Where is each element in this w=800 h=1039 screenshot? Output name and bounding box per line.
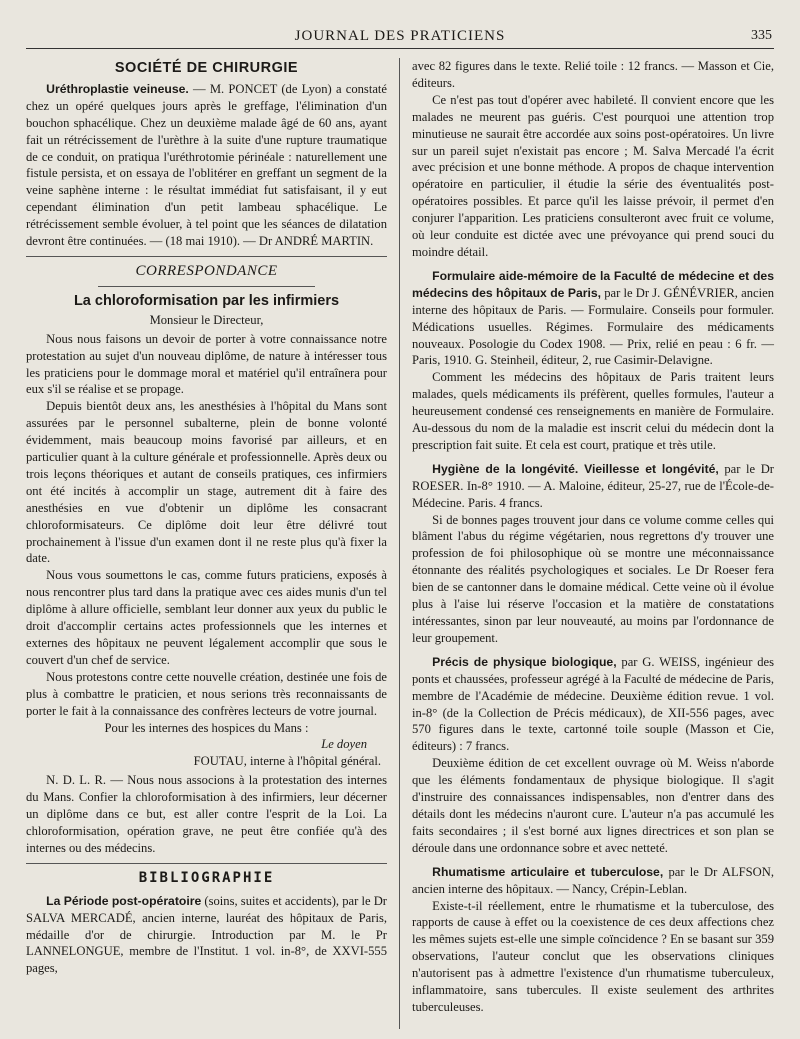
book-title: Hygiène de la longévité. Vieillesse et longévité, — [432, 461, 719, 476]
right-column — [400, 58, 774, 1029]
journal-title: JOURNAL DES PRATICIENS — [294, 28, 506, 44]
book-title: Rhumatisme articulaire et tuberculose, — [432, 864, 664, 879]
book-entry — [412, 461, 774, 512]
columns — [26, 58, 774, 1029]
book-entry — [412, 268, 774, 369]
section-title-chirurgie: SOCIÉTÉ DE CHIRURGIE — [114, 60, 299, 76]
chirurgie-text: — M. PONCET (de Lyon) a constaté chez un opéré quelques jours après le greffage, l'élimination d'un bouchon sphacélique. Chez un deuxième malade âgé de 60 ans, ayant fait un rétrécissement de l'urèthre à la suite d'une rupture traumatique de ce conduit, on pratiqua l'uréthrotomie périnéale : naturellement une fistule persista, et on essaya de l'oblitérer en greffant un segment de la veine saphène interne : le résultat immédiat fut satisfaisant, il y eut cependant élimination d'un petit lambeau sphacélique. Le rétrécissement semble évoluer, à tel point que les séances de dilatation devront être continuées. — (18 mai 1910). — Dr ANDRÉ MARTIN. — [26, 81, 388, 249]
book-details: par le Dr J. GÉNÉVRIER, ancien interne des hôpitaux de Paris. — Formulaire. Conseils pour formuler. Médications usuelles. Régimes. Formulaire des médicaments nouveaux. Posologie du Codex 1908. — Prix, relié en peau : 6 fr. — Paris, 1910. G. Steinheil, éditeur, 2, rue Casimir-Delavigne. — [412, 285, 774, 368]
editor-note: N. D. L. R. — Nous nous associons à la protestation des internes du Mans. Confier la chloroformisation à des infirmiers, leur décerner un diplôme dans ce but, est aller contre l'esprit de la Loi. La chloroformisation, opération grave, ne peut être confiée qu'à des internes ou des médecins. — [26, 773, 387, 855]
book-review: Existe-t-il réellement, entre le rhumatisme et la tuberculose, des rapports de cause à effet ou la coexistence de ces deux affections chez les mêmes sujets est-elle une simple coïncidence ? En se basant sur 359 observations, l'auteur conclut que les observations cliniques n'autorisent pas à admettre l'existence d'un rhumatisme tuberculeux, inflammatoire, sans tubercules. Il existe seulement des arthrites tuberculeuses. — [412, 898, 774, 1014]
book-title: Formulaire aide-mémoire de la Faculté de médecine et des médecins des hôpitaux de Paris, — [412, 268, 774, 300]
letter-paragraph: Depuis bientôt deux ans, les anesthésies à l'hôpital du Mans sont assurées par le personnel subalterne, plein de bonne volonté évidemment, mais beaucoup moins favorisé par ailleurs, et en particulier quant à la culture générale et professionnelle. Après deux ou trois leçons théoriques et autant de conseils pratiques, ces infirmiers ont été incités à accomplir un stage, autrement dit à faire des anesthésies en vue d'obtenir un diplôme les consacrant chloroformisateurs. Ce diplôme doit leur être délivré tout prochainement à l'issue d'un examen dont il ne reste plus qu'à fixer la date. — [26, 399, 387, 566]
book-entry — [412, 864, 774, 898]
letter-paragraph: Nous nous faisons un devoir de porter à votre connaissance notre protestation au sujet d'un nouveau diplôme, de nature à intéresser tous les praticiens pour le dommage moral et matériel qu'il entraînera pour eux s'il se réalise et se propage. — [26, 331, 387, 397]
divider — [98, 286, 315, 287]
signature-line: FOUTAU, interne à l'hôpital général. — [193, 754, 381, 769]
salutation: Monsieur le Directeur, — [149, 312, 264, 327]
chirurgie-lead: Uréthroplastie veineuse. — [46, 81, 189, 96]
book-details: (soins, suites et accidents), par le Dr SALVA MERCADÉ, ancien interne, lauréat des hôpitaux de Paris, médaille d'or de chirurgie. Introduction par M. le Pr LANNELONGUE, membre de l'Institut. 1 vol. in-8°, de XXVI-555 pages, — [26, 893, 387, 976]
book-details: par le Dr ALFSON, ancien interne des hôpitaux. — Nancy, Crépin-Leblan. — [412, 864, 774, 896]
chirurgie-paragraph — [26, 81, 387, 250]
book-title: La Période post-opératoire — [46, 893, 202, 908]
book-review: Si de bonnes pages trouvent jour dans ce volume comme celles qui blâment l'abus du régime végétarien, nous regrettons d'y trouver une profession de foi philosophique où se montre une méconnaissance étonnante des réalités psychologiques et sociales. Le Dr Roeser fera bien de se cantonner dans le domaine médical. Cette veine où il évolue plus à l'aise lui réserve l'occasion et la matière de constatations intéressantes, sinon par leur nouveauté, au moins par l'ordonnance de leur groupement. — [412, 512, 774, 645]
page-number: 335 — [751, 28, 772, 43]
book-entry — [412, 654, 774, 755]
divider — [26, 863, 387, 864]
section-title-bibliographie: BIBLIOGRAPHIE — [138, 869, 275, 886]
letter-paragraph: Nous vous soumettons le cas, comme futurs praticiens, exposés à nous rencontrer plus tard dans la pratique avec ces aides munis d'un tel diplôme à allure officielle, semblant leur donner aux yeux du public le droit d'accomplir certains actes professionnels que les internes et externes des hôpitaux ne peuvent légalement accomplir que sous le couvert d'un chef de service. — [26, 568, 387, 667]
left-column — [26, 58, 400, 1029]
signature-line: Pour les internes des hospices du Mans : — [104, 720, 309, 735]
book-review: Ce n'est pas tout d'opérer avec habileté. Il convient encore que les malades ne meurent pas guéris. C'est pourquoi une attention trop minutieuse ne saurait être accordée aux soins post-opératoires. Un livre sur un pareil sujet n'existait pas encore ; M. Salva Mercadé l'a écrit avec précision et une bonne méthode. A propos de chaque intervention opératoire en particulier, il étudie la série des éventualités post-opératoires possibles. Et parce qu'il les laisse prévoir, il permet d'en conjurer l'apparition. Les praticiens consulteront avec fruit ce volume, où leur conduite est dictée avec une prévoyance qui prend souci du moindre détail. — [412, 92, 774, 259]
book-title: Précis de physique biologique, — [432, 654, 617, 669]
section-title-correspondance: CORRESPONDANCE — [135, 262, 278, 279]
book-details: par G. WEISS, ingénieur des ponts et chaussées, professeur agrégé à la Faculté de médecine de Paris, membre de l'Académie de médecine. Deuxième édition revue. 1 vol. in-8° (de la Collection de Précis médicaux), de XII-556 pages, avec 570 figures dans le texte, cartonné toile souple (Masson et Cie, éditeurs) : 7 francs. — [412, 654, 774, 754]
letter-paragraph: Nous protestons contre cette nouvelle création, destinée une fois de plus à combattre le praticien, et nous serions très reconnaissants de porter le fait à la connaissance des confrères lecteurs de votre journal. — [26, 669, 387, 718]
article-title-chloroformisation: La chloroformisation par les infirmiers — [73, 292, 340, 309]
book-details-continued: avec 82 figures dans le texte. Relié toile : 12 francs. — Masson et Cie, éditeurs. — [412, 59, 774, 90]
running-header — [26, 26, 774, 49]
divider — [26, 256, 387, 257]
book-review: Deuxième édition de cet excellent ouvrage où M. Weiss n'aborde que les éléments fondamentaux de physique biologique. Il s'agit d'instruire des connaissances indispensables, non d'entrer dans des détails dont les médecins n'auront cure. L'auteur n'a pas accumulé les faits secondaires ; il s'est borné aux lignes directrices et son plan se déroule dans une ordonnance sobre et avec netteté. — [412, 756, 774, 855]
signature-line: Le doyen — [321, 737, 367, 752]
book-review: Comment les médecins des hôpitaux de Paris traitent leurs malades, quels médicaments ils préfèrent, quelles formules, l'auteur a heureusement condensé ces renseignements en manière de Formulaire. Au-dessous du nom de la maladie est inscrit celui du médecin dont la prescription fait suite. Et cela est court, pratique et très utile. — [412, 370, 774, 452]
book-entry — [26, 893, 387, 978]
book-details: par le Dr ROESER. In-8° 1910. — A. Maloine, éditeur, 25-27, rue de l'École-de-Médecine. Paris. 4 francs. — [412, 461, 774, 510]
